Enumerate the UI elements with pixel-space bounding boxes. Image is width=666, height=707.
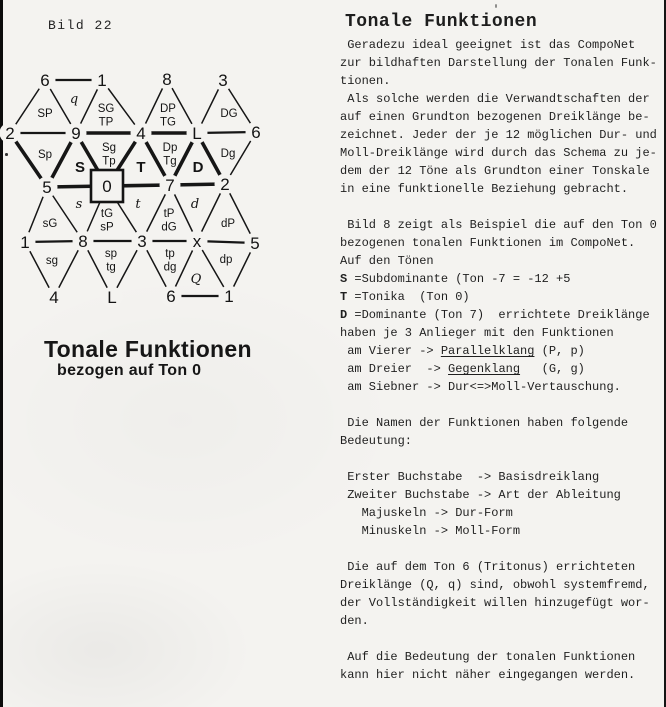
- text-segment: Dreiklänge (Q, q) sind, obwohl systemfremd,: [340, 578, 650, 592]
- text-segment: am Vierer ->: [340, 344, 441, 358]
- text-line: [340, 36, 666, 54]
- text-line: [340, 270, 666, 288]
- tonnetz-diagram: [0, 0, 300, 330]
- text-line: [340, 252, 666, 270]
- text-segment: Majuskeln -> Dur-Form: [340, 506, 513, 520]
- text-line: [340, 432, 666, 450]
- text-line: [340, 360, 666, 378]
- text-segment: Die Namen der Funktionen haben folgende: [340, 416, 629, 430]
- article-title: Tonale Funktionen: [345, 12, 538, 32]
- diagram-node: L: [192, 124, 202, 143]
- text-segment: Bedeutung:: [340, 434, 413, 448]
- diagram-node: 7: [165, 176, 175, 195]
- caption-subtitle: bezogen auf Ton 0: [57, 362, 202, 379]
- triangle-label: Dp Tg: [162, 142, 178, 168]
- text-segment: den.: [340, 614, 369, 628]
- triangle-label: tp dg: [163, 248, 177, 274]
- figure-label: Bild 22: [48, 18, 114, 33]
- text-line: [340, 504, 666, 522]
- function-letter: T: [340, 290, 348, 304]
- text-segment: dem der 12 Töne als Grundton einer Tonskale: [340, 164, 650, 178]
- triangle-label: sp tg: [104, 248, 118, 274]
- triangle-label: tP dG: [161, 208, 177, 234]
- function-letter: D: [340, 308, 348, 322]
- text-segment: haben je 3 Anlieger mit den Funktionen: [340, 326, 614, 340]
- diagram-node: 6: [40, 71, 50, 90]
- text-segment: Moll-Dreiklänge wird durch das Schema zu je-: [340, 146, 657, 160]
- diagram-node: 1: [97, 71, 107, 90]
- text-line: [340, 288, 666, 306]
- text-line: [340, 72, 666, 90]
- text-line: [340, 612, 666, 630]
- text-segment: =Dominante (Ton 7) errichtete Dreiklänge: [347, 308, 650, 322]
- text-line: [340, 306, 666, 324]
- triangle-label: SP: [37, 108, 53, 120]
- diagram-node: 0: [102, 177, 112, 196]
- text-line: [340, 216, 666, 234]
- triangle-label: dP: [220, 218, 236, 230]
- triangle-label: sG: [42, 218, 58, 230]
- text-segment: Als solche werden die Verwandtschaften der: [340, 92, 650, 106]
- text-segment: zur bildhaften Darstellung der Tonalen Funk-: [340, 56, 657, 70]
- text-line: [340, 414, 666, 432]
- text-line: [340, 450, 666, 468]
- text-segment: Die auf dem Ton 6 (Tritonus) errichteten: [340, 560, 636, 574]
- text-segment: (G, g): [520, 362, 585, 376]
- diagram-node: 8: [162, 70, 172, 89]
- text-line: [340, 666, 666, 684]
- text-line: [340, 522, 666, 540]
- triangle-label: Dg: [220, 148, 236, 160]
- diagram-node: 6: [166, 287, 176, 306]
- text-segment: Zweiter Buchstabe -> Art der Ableitung: [340, 488, 621, 502]
- diagram-node: 5: [42, 178, 52, 197]
- text-segment: bezogenen tonalen Funktionen im CompoNet.: [340, 236, 636, 250]
- triangle-label: q: [69, 92, 79, 107]
- text-segment: Geradezu ideal geeignet ist das CompoNet: [340, 38, 636, 52]
- text-segment: Auf die Bedeutung der tonalen Funktionen: [340, 650, 636, 664]
- triangle-label: t: [135, 197, 141, 212]
- triangle-label: T: [136, 159, 146, 176]
- text-line: [340, 342, 666, 360]
- text-line: [340, 648, 666, 666]
- triangle-label: sg: [45, 255, 59, 267]
- diagram-node: x: [192, 232, 202, 251]
- text-line: [340, 198, 666, 216]
- text-segment: Bild 8 zeigt als Beispiel die auf den Ton 0: [340, 218, 657, 232]
- triangle-label: dp: [219, 254, 233, 266]
- triangle-label: Sp: [37, 149, 53, 161]
- triangle-label: tG sP: [100, 208, 114, 234]
- text-line: [340, 378, 666, 396]
- text-segment: zeichnet. Jeder der je 12 möglichen Dur- und: [340, 128, 657, 142]
- text-line: [340, 396, 666, 414]
- text-segment: =Tonika (Ton 0): [347, 290, 470, 304]
- diagram-node: 5: [250, 234, 260, 253]
- text-line: [340, 486, 666, 504]
- text-line: [340, 594, 666, 612]
- underlined-term: Parallelklang: [440, 344, 535, 358]
- text-segment: in eine funktionelle Beziehung gebracht.: [340, 182, 629, 196]
- text-line: [340, 162, 666, 180]
- caption-title: Tonale Funktionen: [44, 336, 252, 362]
- text-segment: (P, p): [534, 344, 585, 358]
- text-segment: Erster Buchstabe -> Basisdreiklang: [340, 470, 600, 484]
- triangle-label: d: [190, 197, 200, 212]
- text-line: [340, 540, 666, 558]
- text-line: [340, 126, 666, 144]
- diagram-node: 4: [136, 124, 146, 143]
- text-segment: der Vollständigkeit willen hinzugefügt wor-: [340, 596, 650, 610]
- text-segment: auf einen Grundton bezogenen Dreiklänge be-: [340, 110, 650, 124]
- triangle-label: Sg Tp: [101, 142, 117, 168]
- diagram-node: L: [107, 288, 117, 307]
- diagram-node: 3: [137, 232, 147, 251]
- text-line: [340, 108, 666, 126]
- text-line: [340, 54, 666, 72]
- triangle-label: D: [192, 159, 204, 176]
- diagram-node: 4: [49, 288, 59, 307]
- diagram-node: 6: [251, 123, 261, 142]
- text-segment: Minuskeln -> Moll-Form: [340, 524, 521, 538]
- text-line: [340, 576, 666, 594]
- triangle-label: Q: [190, 272, 202, 287]
- triangle-label: s: [75, 197, 83, 212]
- diagram-node: 8: [78, 232, 88, 251]
- diagram-node: 3: [218, 71, 228, 90]
- triangle-label: DG: [220, 108, 238, 120]
- diagram-node: 1: [20, 233, 30, 252]
- triangle-label: SG TP: [97, 103, 115, 129]
- text-segment: kann hier nicht näher eingegangen werden.: [340, 668, 636, 682]
- text-segment: =Subdominante (Ton -7 = -12 +5: [347, 272, 571, 286]
- text-line: [340, 90, 666, 108]
- diagram-node: 9: [71, 124, 81, 143]
- text-line: [340, 468, 666, 486]
- function-letter: S: [340, 272, 348, 286]
- text-line: [340, 144, 666, 162]
- text-line: [340, 234, 666, 252]
- underlined-term: Gegenklang: [448, 362, 521, 376]
- text-line: [340, 180, 666, 198]
- text-segment: am Dreier ->: [340, 362, 449, 376]
- text-segment: tionen.: [340, 74, 391, 88]
- text-line: [340, 324, 666, 342]
- text-line: [340, 558, 666, 576]
- diagram-node: 1: [224, 287, 234, 306]
- text-segment: am Siebner -> Dur<=>Moll-Vertauschung.: [340, 380, 621, 394]
- text-segment: Auf den Tönen: [340, 254, 434, 268]
- diagram-node: 2: [220, 175, 230, 194]
- scan-speck: [495, 4, 497, 8]
- diagram-node: 2: [5, 124, 15, 143]
- text-line: [340, 630, 666, 648]
- article-text: [340, 36, 666, 684]
- triangle-label: S: [74, 159, 86, 176]
- triangle-label: DP TG: [160, 103, 176, 129]
